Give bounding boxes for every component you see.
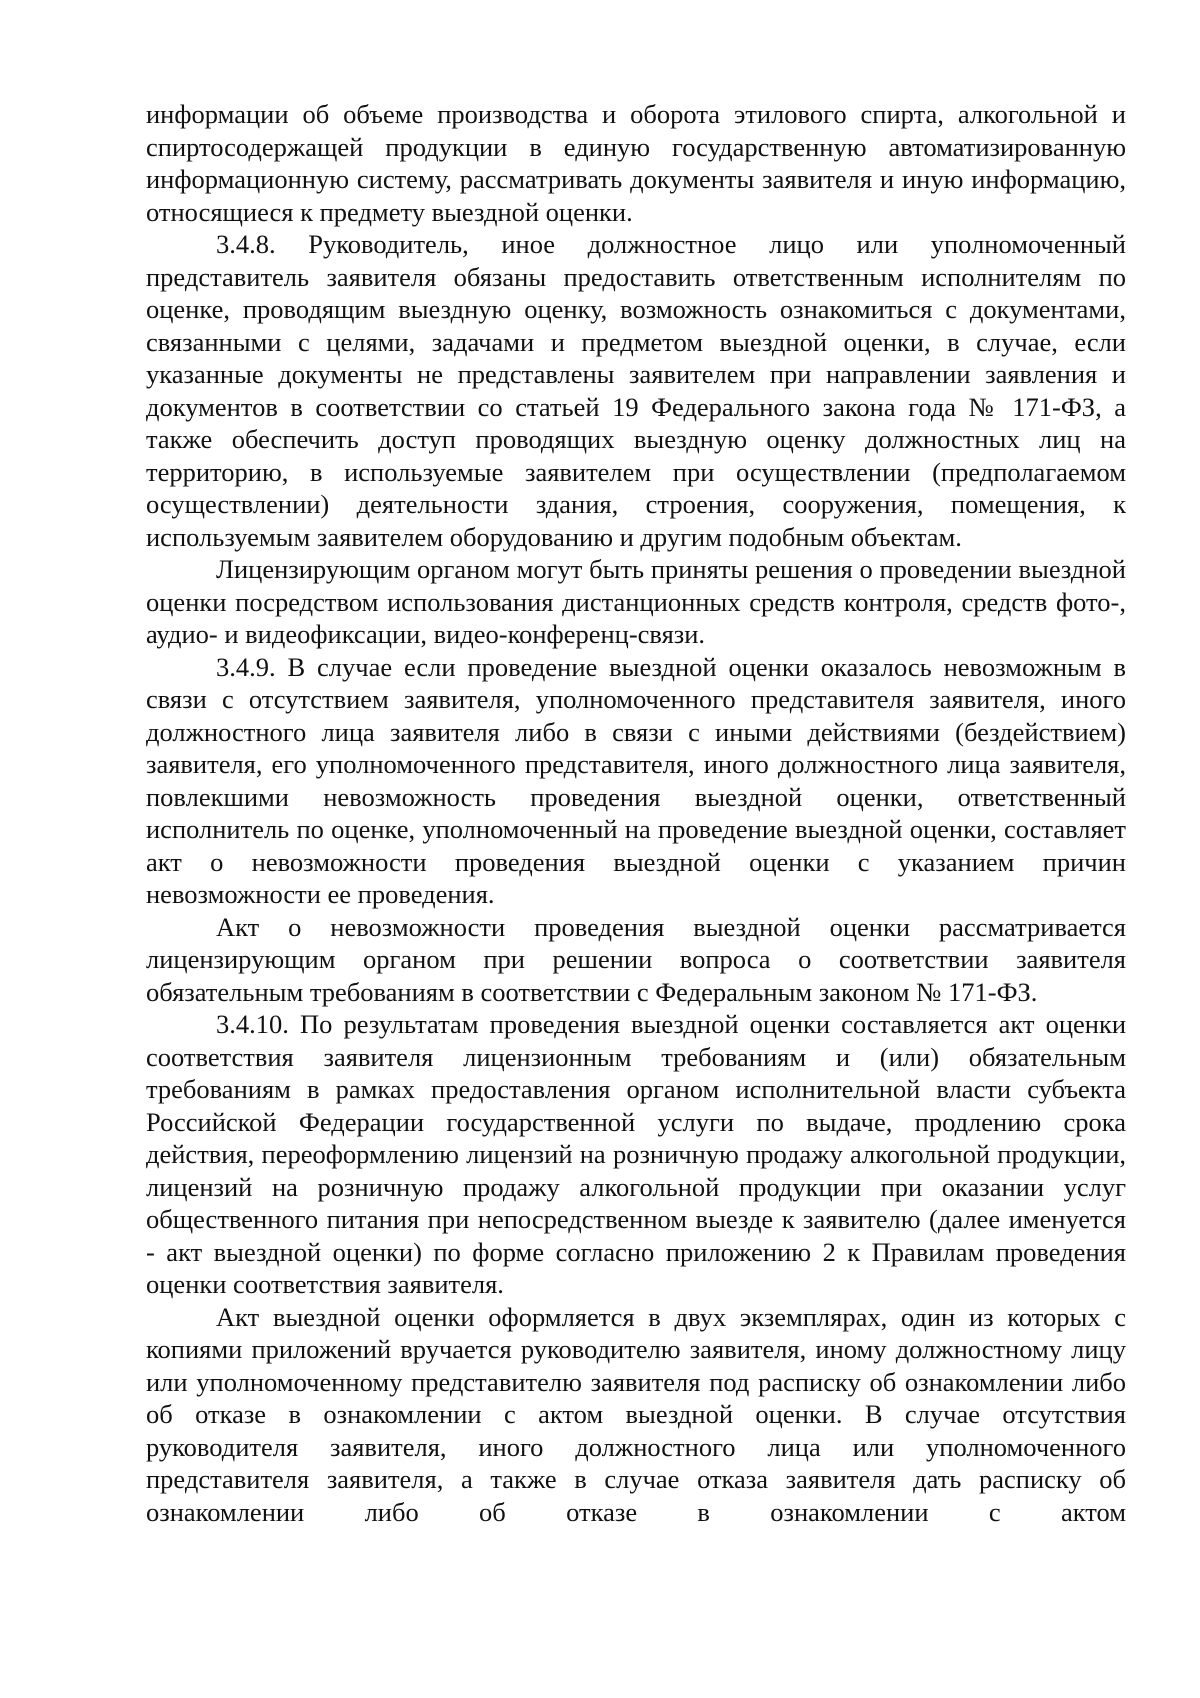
paragraph-3-4-8: 3.4.8. Руководитель, иное должностное лицо или уполномоченный представитель заявителя обязаны предоставить ответственным исполнителям по оценке, проводящим выездную оценку, возможность ознакомиться с документами, связанными с целями, задачами и предметом выездной оценки, в случае, если указанные документы не представлены заявителем при направлении заявления и документов в соответствии со статьей 19 Федерального закона года № 171-ФЗ, а также обеспечить доступ проводящих выездную оценку должностных лиц на территорию, в используемые заявителем при осуществлении (предполагаемом осуществлении) деятельности здания, строения, сооружения, помещения, к используемым заявителем оборудованию и другим подобным объектам. [146, 229, 1126, 552]
document-page [146, 98, 1126, 1528]
paragraph-continuation: информации об объеме производства и оборота этилового спирта, алкогольной и спиртосодержащей продукции в единую государственную автоматизированную информационную систему, рассматривать документы заявителя и иную информацию, относящиеся к предмету выездной оценки. [146, 99, 1126, 227]
paragraph-3-4-9: 3.4.9. В случае если проведение выездной оценки оказалось невозможным в связи с отсутствием заявителя, уполномоченного представителя заявителя, иного должностного лица заявителя либо в связи с иными действиями (бездействием) заявителя, его уполномоченного представителя, иного должностного лица заявителя, повлекшими невозможность проведения выездной оценки, ответственный исполнитель по оценке, уполномоченный на проведение выездной оценки, составляет акт о невозможности проведения выездной оценки с указанием причин невозможности ее проведения. [146, 651, 1126, 909]
paragraph-remote-inspection: Лицензирующим органом могут быть приняты решения о проведении выездной оценки посредством использования дистанционных средств контроля, средств фото-, аудио- и видеофиксации, видео-конференц-связи. [146, 554, 1126, 649]
paragraph-impossibility-act: Акт о невозможности проведения выездной оценки рассматривается лицензирующим органом при решении вопроса о соответствии заявителя обязательным требованиям в соответствии с Федеральным законом № 171-ФЗ. [146, 911, 1126, 1007]
paragraph-3-4-10: 3.4.10. По результатам проведения выездной оценки составляется акт оценки соответствия заявителя лицензионным требованиям и (или) обязательным требованиям в рамках предоставления органом исполнительной власти субъекта Российской Федерации государственной услуги по выдаче, продлению срока действия, переоформлению лицензий на розничную продажу алкогольной продукции, лицензий на розничную продажу алкогольной продукции при оказании услуг общественного питания при непосредственном выезде к заявителю (далее именуется - акт выездной оценки) по форме согласно приложению 2 к Правилам проведения оценки соответствия заявителя. [146, 1009, 1126, 1299]
paragraph-act-copies: Акт выездной оценки оформляется в двух экземплярах, один из которых с копиями приложений вручается руководителю заявителя, иному должностному лицу или уполномоченному представителю заявителя под расписку об ознакомлении либо об отказе в ознакомлении с актом выездной оценки. В случае отсутствия руководителя заявителя, иного должностного лица или уполномоченного представителя заявителя, а также в случае отказа заявителя дать расписку об ознакомлении либо об отказе в ознакомлении с актом [146, 1301, 1126, 1527]
